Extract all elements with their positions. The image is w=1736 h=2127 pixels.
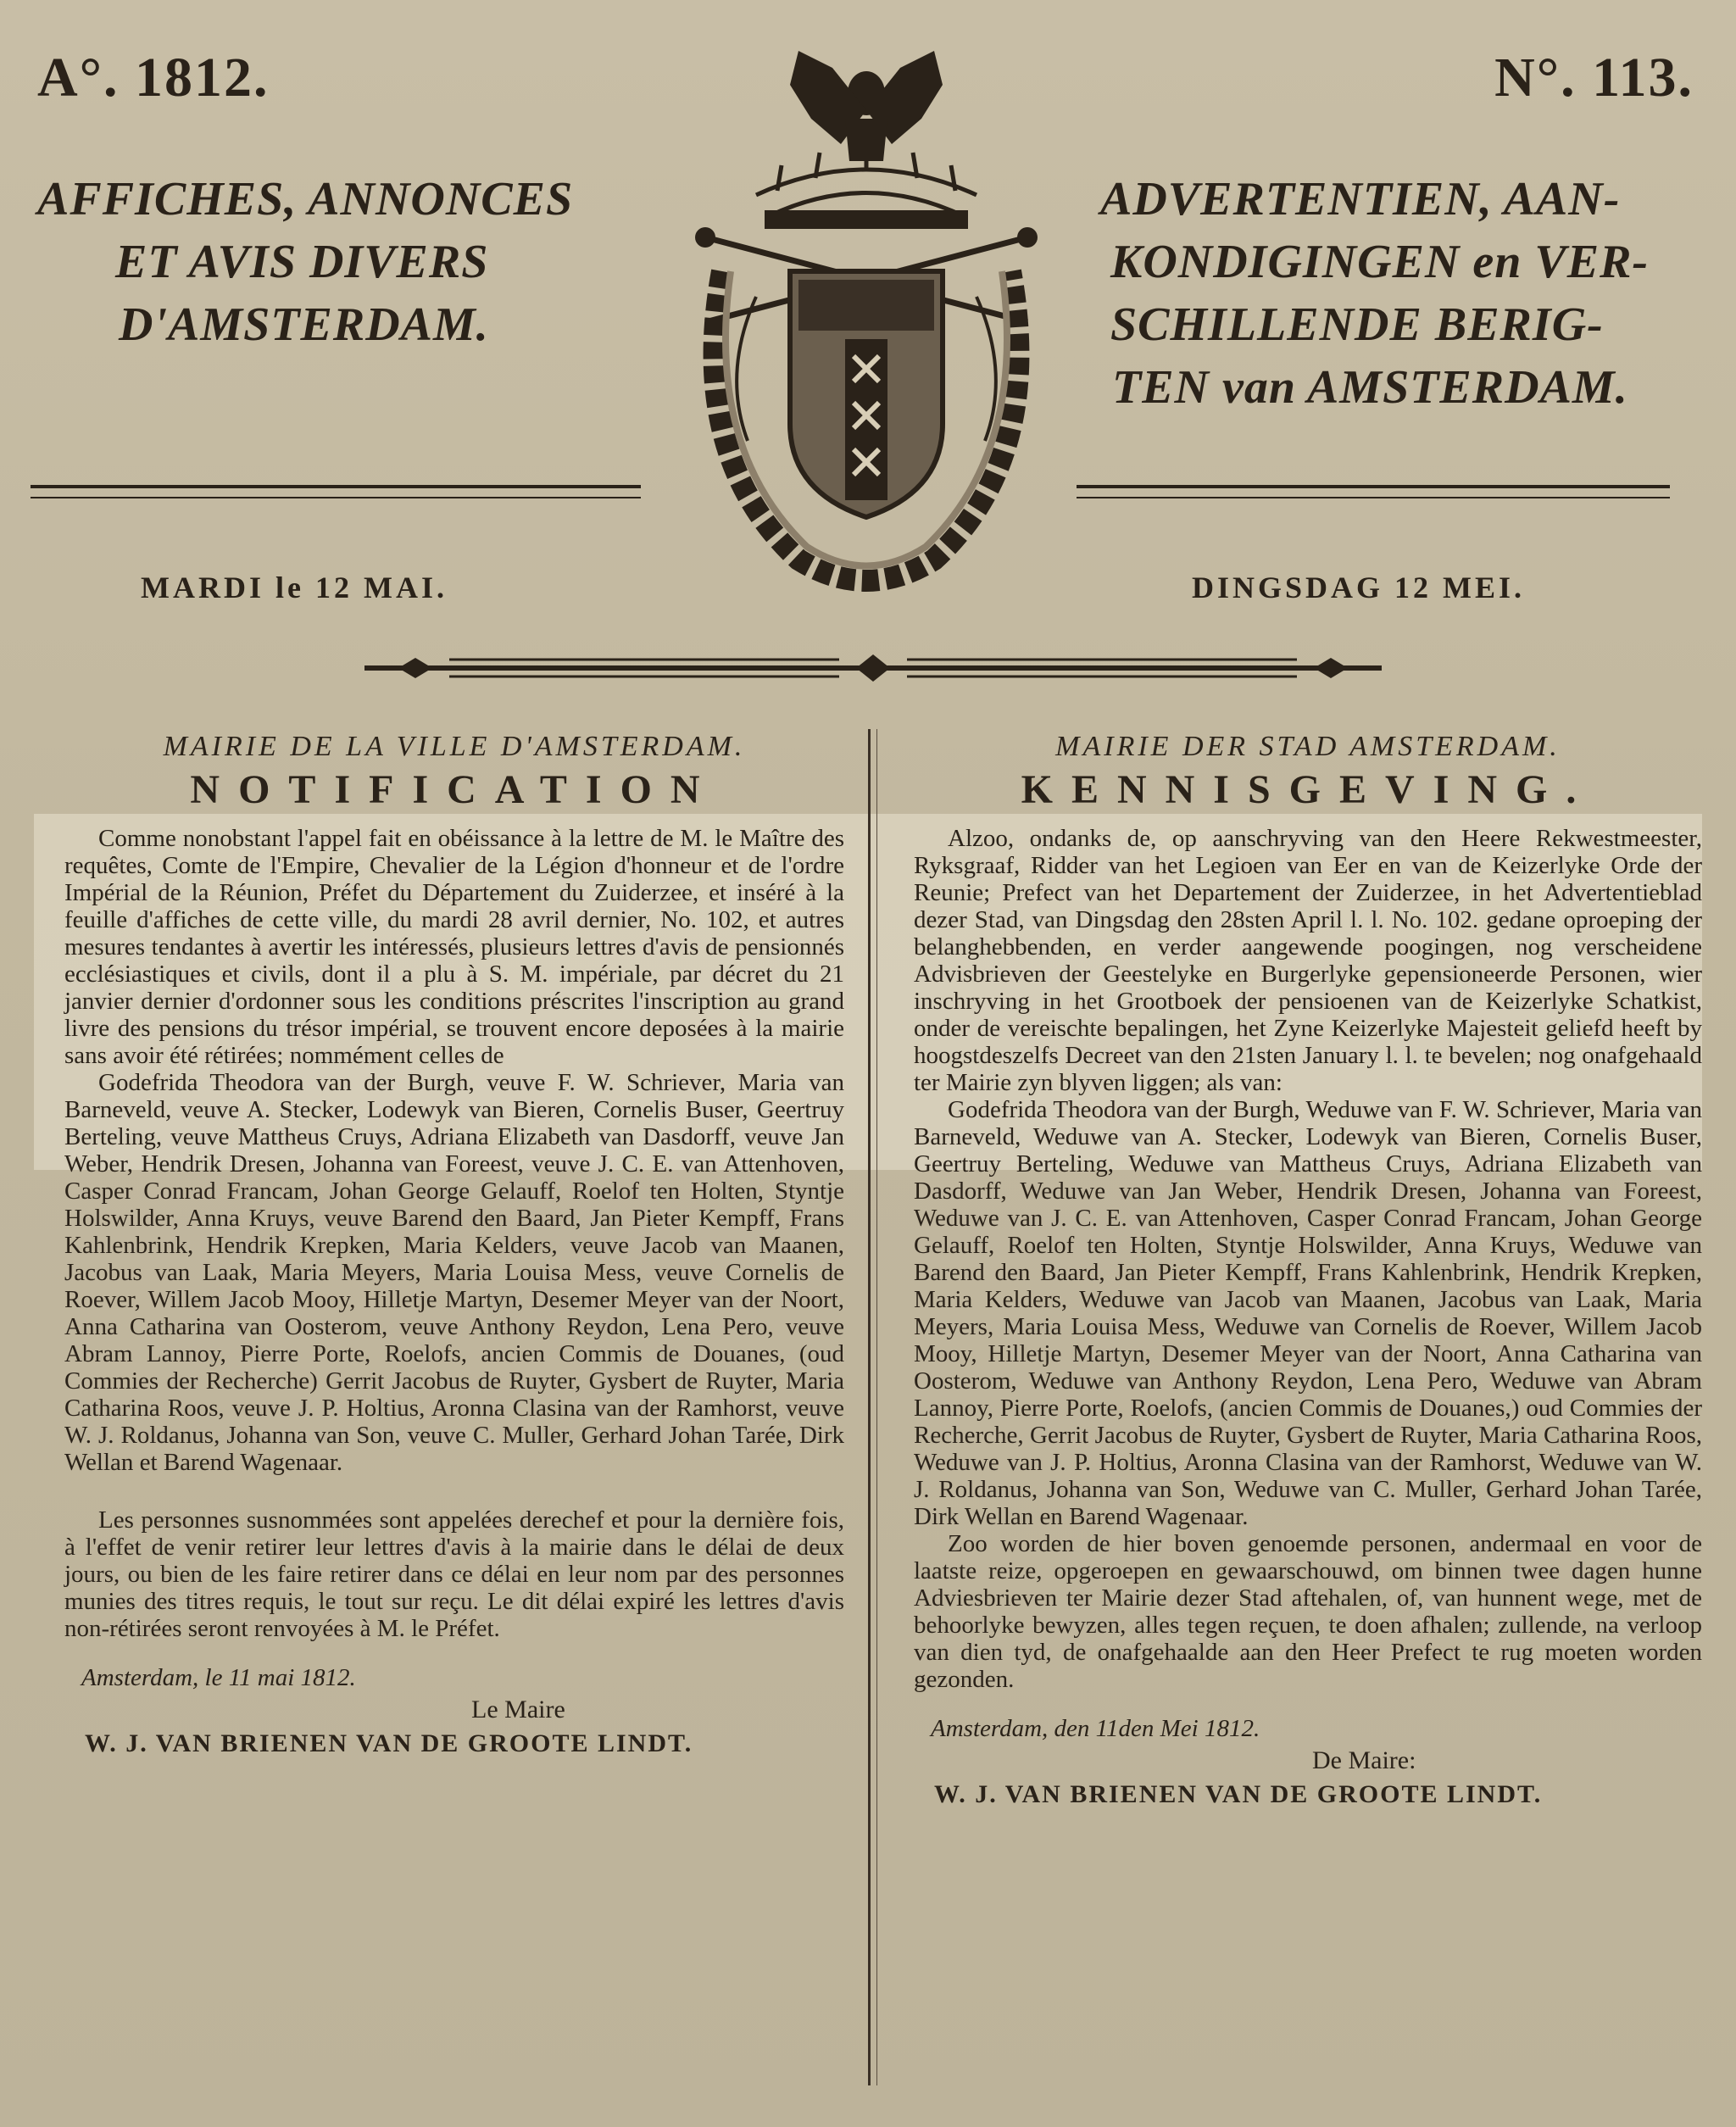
dutch-paragraph-names: Godefrida Theodora van der Burgh, Weduwe van F. W. Schriever, Maria van Barneveld, Weduwe van A. Stecker, Lodewyk van Bieren, Cornelis Buser, Geertruy Berteling, Weduwe van Mattheus Cruys, Adriana Elizabeth van Dasdorff, Weduwe van Jan Weber, Hendrik Dresen, Johanna van Foreest, Weduwe van J. C. E. van Attenhoven, Casper Conrad Francam, Johan George Gelauff, Roelof ten Holten, Styntje Holswilder, Anna Kruys, Weduwe van Barend den Baard, Jan Pieter Kempff, Frans Kahlenbrink, Hendrik Krepken, Maria Kelders, Weduwe van Jacob van Maanen, Jacobus van Laak, Maria Meyers, Maria Louisa Mess, Weduwe van Cornelis de Roever, Willem Jacob Mooy, Hilletje Martyn, Desemer Meyer van der Noort, Anna Catharina van Oosterom, Weduwe van Anthony Reydon, Lena Pero, Weduwe van Abram Lannoy, Pierre Porte, Roelofs, (ancien Commis de Douanes,) oud Commies der Recherche, Gerrit Jacobus de Ruyter, Gysbert de Ruyter, Maria Catharina Roos, Weduwe van J. P. Holtius, Aronna Clasina van der Ramhorst, Weduwe van W. J. Roldanus, Johanna van Son, Weduwe van C. Muller, Gerhard Johan Tarée, Dirk Wellan en Barend Wagenaar. — [914, 1096, 1702, 1530]
masthead-dutch — [1100, 168, 1694, 419]
dutch-place-date: Amsterdam, den 11den Mei 1812. — [931, 1715, 1260, 1742]
french-paragraph-1: Comme nonobstant l'appel fait en obéissance à la lettre de M. le Maître des requêtes, Comte de l'Empire, Chevalier de la Légion d'honneur et de l'ordre Impérial de la Réunion, Préfet du Département du Zuiderzee, et inséré à la feuille d'affiches de cette ville, du mardi 28 avril dernier, No. 102, et autres mesures tendantes à avertir les intéressés, plusieurs lettres d'avis de pensionnés ecclésiastiques et civils, dont il a plu à S. M. impériale, par décret du 21 janvier dernier d'ordonner sous les conditions préscrites l'inscription au grand livre des pensions du trésor impérial, se trouvent encore deposées à la mairie sans avoir été rétirées; nommément celles de — [64, 825, 844, 1069]
dutch-column — [914, 731, 1702, 1809]
french-paragraph-names: Godefrida Theodora van der Burgh, veuve F. W. Schriever, Maria van Barneveld, veuve A. Stecker, Lodewyk van Bieren, Cornelis Buser, Geertruy Berteling, veuve Mattheus Cruys, Adriana Elizabeth van Dasdorff, veuve Jan Weber, Hendrik Dresen, Johanna van Foreest, veuve J. C. E. van Attenhoven, Casper Conrad Francam, Johan George Gelauff, Roelof ten Holten, Styntje Holswilder, Anna Kruys, veuve Barend den Baard, Jan Pieter Kempff, Frans Kahlenbrink, Hendrik Krepken, Maria Kelders, veuve Jacob van Maanen, Jacobus van Laak, Maria Meyers, Maria Louisa Mess, veuve Cornelis de Roever, Willem Jacob Mooy, Hilletje Martyn, Desemer Meyer van der Noort, Anna Catharina van Oosterom, veuve Anthony Reydon, Lena Pero, veuve Abram Lannoy, Pierre Porte, Roelofs, ancien Commis de Douanes, (oud Commies der Recherche) Gerrit Jacobus de Ruyter, Gysbert de Ruyter, Maria Catharina Roos, veuve J. P. Holtius, Aronna Clasina van der Ramhorst, veuve W. J. Roldanus, Johanna van Son, veuve C. Muller, Gerhard Johan Tarée, Dirk Wellan et Barend Wagenaar. — [64, 1069, 844, 1476]
column-divider-thin — [876, 729, 877, 2085]
dutch-paragraph-3: Zoo worden de hier boven genoemde personen, andermaal en voor de laatste reize, opgeroepen en gewaarschouwd, om binnen twee dagen hunne Adviesbrieven ter Mairie dezer Stad aftehalen, of, van hunnent wege, met de behoorlyke bewyzen, alles tegen reçuen, te doen afhalen; zullende, na verloop van dien tyd, de onafgehaalde aan den Heer Prefect te rug moeten worden gezonden. — [914, 1530, 1702, 1693]
issue-year: A°. 1812. — [37, 47, 270, 109]
masthead-rule-right — [1077, 485, 1670, 498]
date-french: MARDI le 12 MAI. — [141, 571, 448, 604]
masthead-dutch-line-3: SCHILLENDE BERIG- — [1110, 298, 1604, 351]
dutch-heading: KENNISGEVING. — [1021, 767, 1595, 812]
column-divider — [868, 729, 871, 2085]
dutch-maire-signature: W. J. VAN BRIENEN VAN DE GROOTE LINDT. — [934, 1780, 1543, 1808]
french-maire-signature: W. J. VAN BRIENEN VAN DE GROOTE LINDT. — [85, 1729, 693, 1757]
french-column — [64, 731, 844, 1758]
masthead-dutch-line-1: ADVERTENTIEN, AAN- — [1100, 173, 1621, 226]
masthead-french-line-1: AFFICHES, ANNONCES — [37, 173, 574, 226]
date-dutch: DINGSDAG 12 MEI. — [1192, 571, 1526, 604]
masthead-french — [37, 168, 614, 356]
french-mairie-title: MAIRIE DE LA VILLE D'AMSTERDAM. — [163, 731, 746, 762]
dutch-mairie-title: MAIRIE DER STAD AMSTERDAM. — [1055, 731, 1561, 762]
french-heading: NOTIFICATION — [190, 767, 719, 812]
amsterdam-coat-of-arms-icon — [629, 17, 1104, 610]
french-place-date: Amsterdam, le 11 mai 1812. — [81, 1664, 356, 1691]
decorative-rule-icon — [364, 651, 1382, 685]
masthead-rule-left — [31, 485, 641, 498]
french-maire-label: Le Maire — [471, 1695, 565, 1723]
masthead-dutch-line-2: KONDIGINGEN en VER- — [1110, 236, 1650, 288]
issue-number: N°. 113. — [1494, 47, 1694, 109]
dutch-maire-label: De Maire: — [1312, 1746, 1416, 1774]
french-paragraph-3: Les personnes susnommées sont appelées derechef et pour la dernière fois, à l'effet de venir retirer leur lettres d'avis à la mairie dans le délai de deux jours, ou bien de les faire retirer dans ce délai en leur nom par des personnes munies des titres requis, le tout sur reçu. Le dit délai expiré les lettres d'avis non-rétirées seront renvoyées à M. le Préfet. — [64, 1506, 844, 1642]
masthead-french-line-2: ET AVIS DIVERS — [115, 236, 489, 288]
masthead-dutch-line-4: TEN van AMSTERDAM. — [1112, 361, 1628, 414]
dutch-paragraph-1: Alzoo, ondanks de, op aanschryving van den Heere Rekwestmeester, Ryksgraaf, Ridder van het Legioen van Eer en van de Keizerlyke Orde der Reunie; Prefect van het Departement der Zuiderzee, in het Advertentieblad dezer Stad, van Dingsdag den 28sten April l. l. No. 102. gedane oproeping der belanghebbenden, en verder aangewende poogingen, nog verscheidene Advisbrieven der Geestelyke en Burgerlyke gepensioneerde Personen, wier inschryving in het Grootboek der pensioenen van de Keizerlyke Schatkist, onder de vereischte bepalingen, het Zyne Keizerlyke Majesteit geliefd heeft by hoogstdeszelfs Decreet van den 21sten January l. l. te bevelen; nog onafgehaald ter Mairie zyn blyven liggen; als van: — [914, 825, 1702, 1096]
masthead-french-line-3: D'AMSTERDAM. — [119, 298, 489, 351]
